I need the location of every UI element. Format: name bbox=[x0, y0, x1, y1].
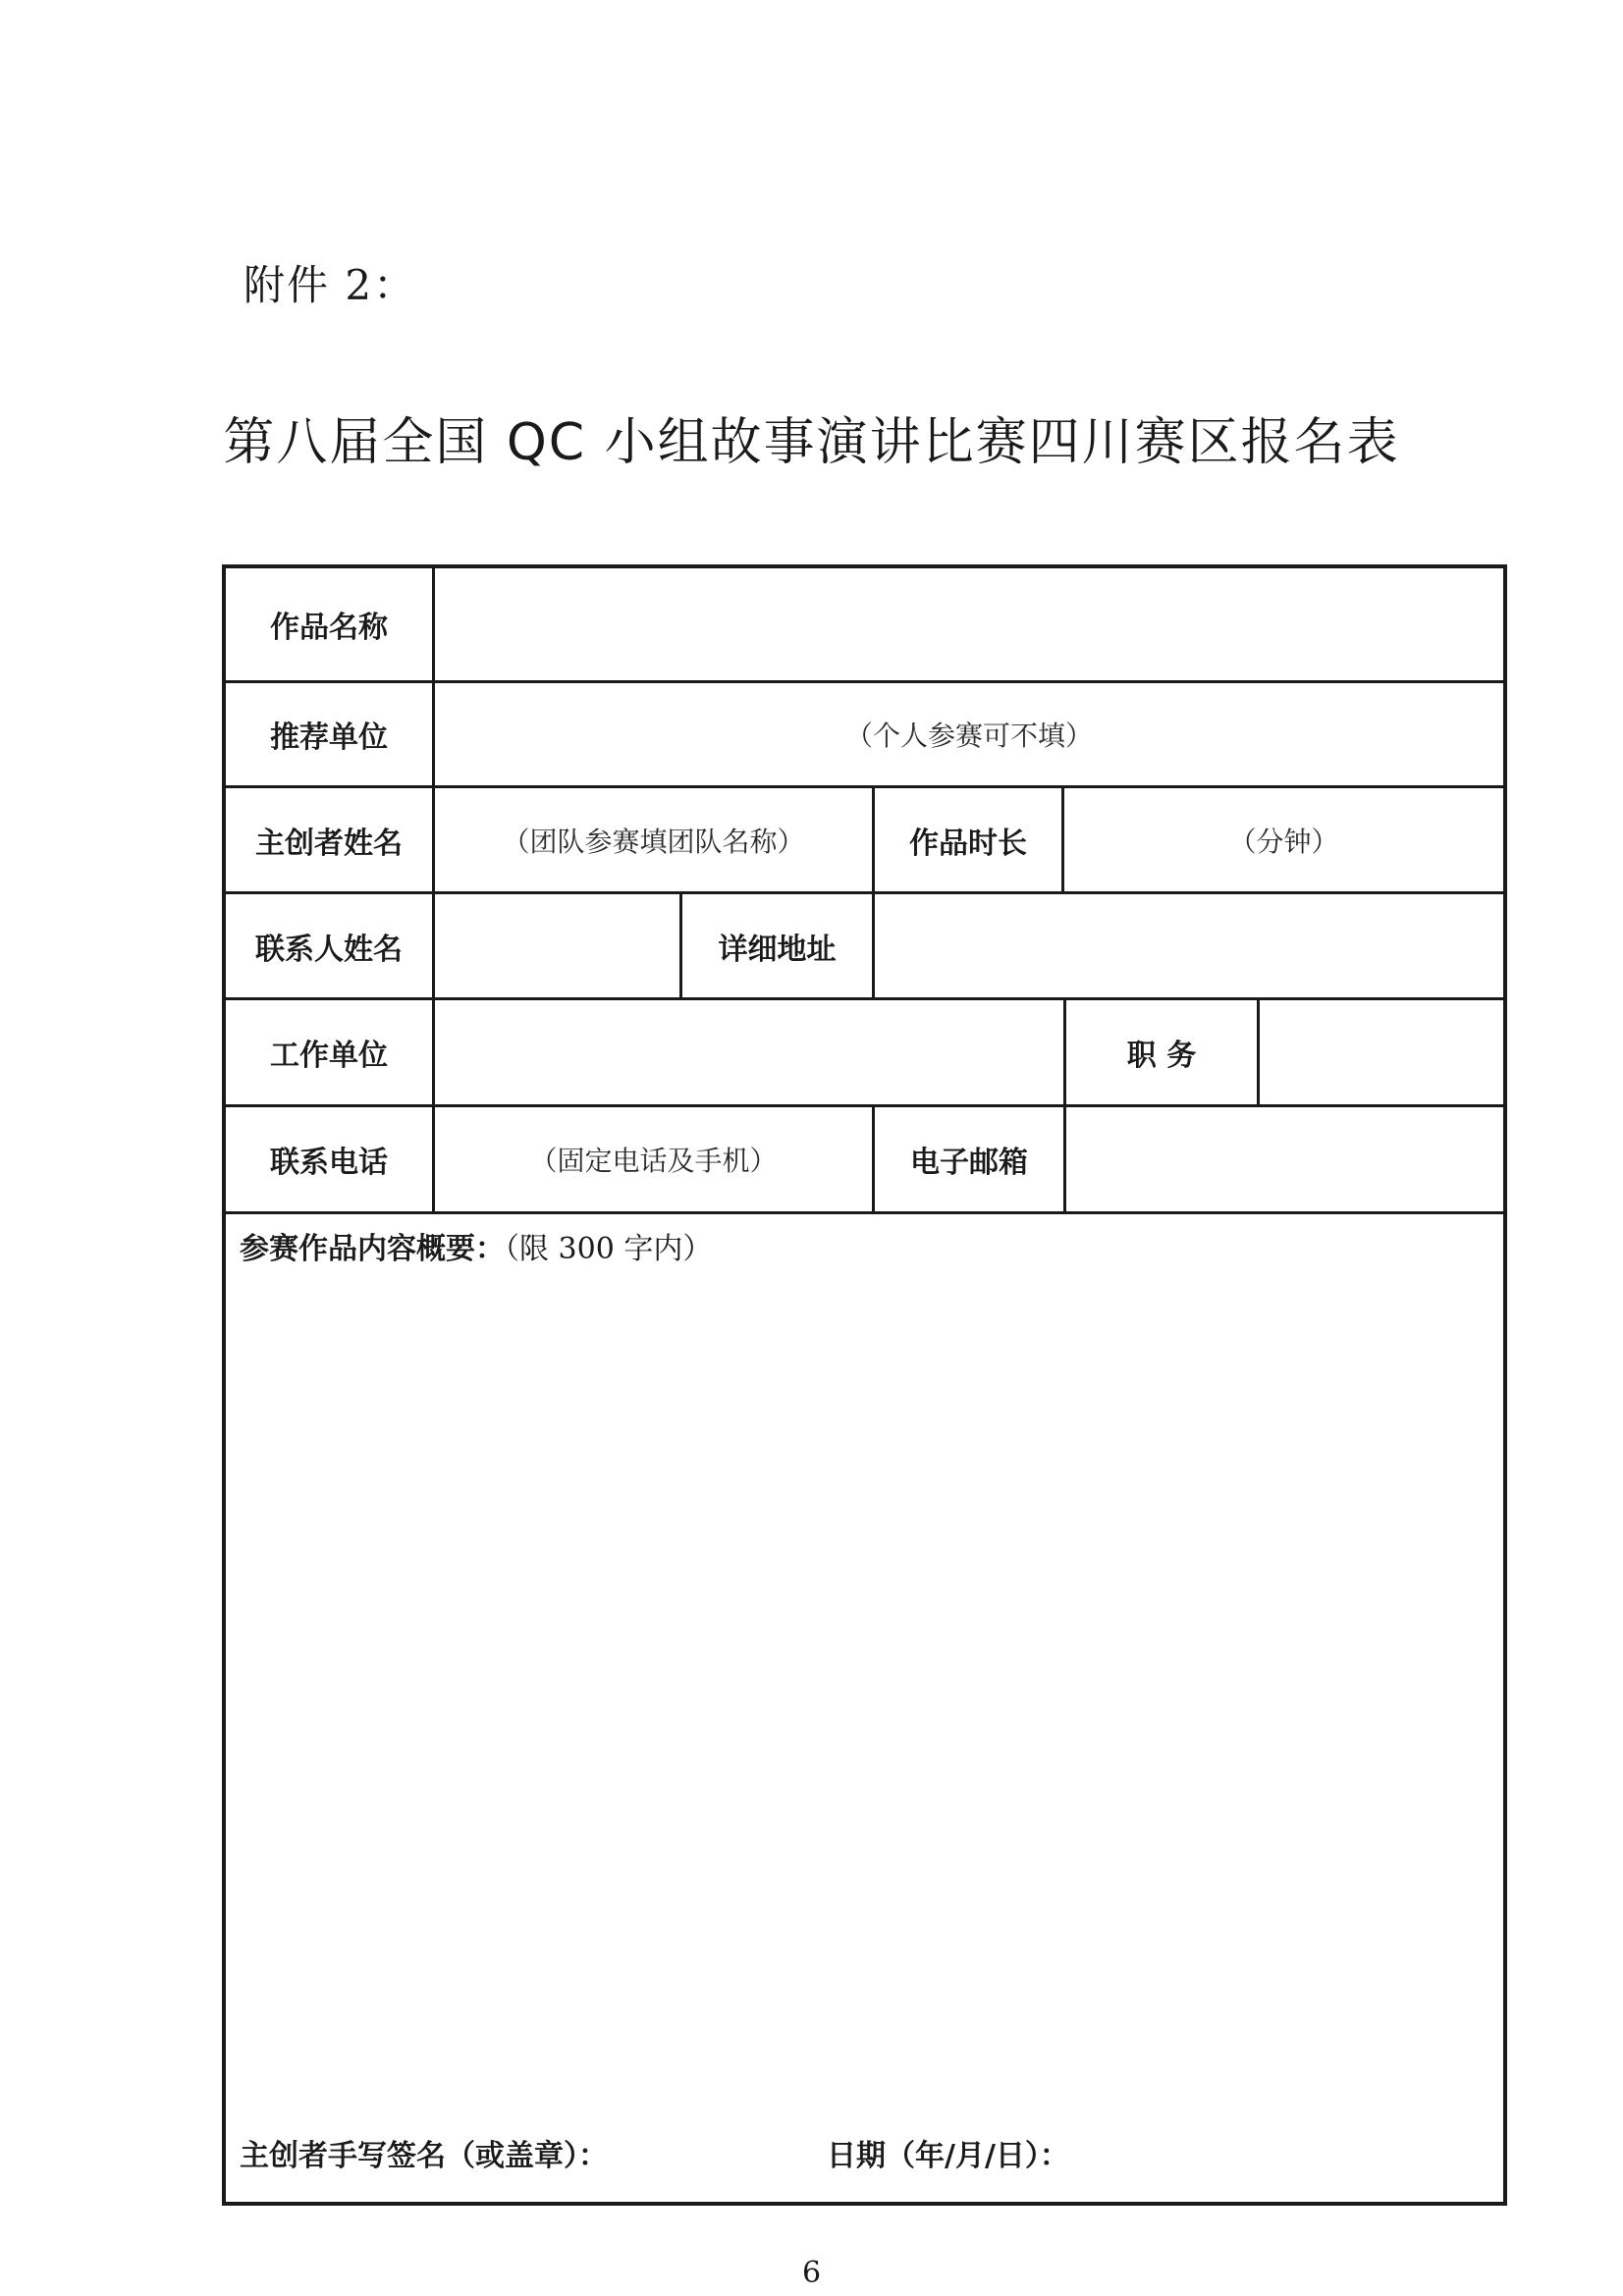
phone-field[interactable]: （固定电话及手机） bbox=[529, 1145, 778, 1177]
recommending-unit-field[interactable]: （个人参赛可不填） bbox=[844, 720, 1093, 752]
contact-name-field[interactable] bbox=[435, 894, 679, 997]
recommending-unit-label: 推荐单位 bbox=[270, 721, 388, 755]
email-field[interactable] bbox=[1066, 1107, 1503, 1211]
position-label: 职 务 bbox=[1126, 1039, 1197, 1073]
work-unit-field[interactable] bbox=[435, 1000, 1063, 1104]
registration-form bbox=[222, 564, 1507, 2206]
summary-label: 参赛作品内容概要： bbox=[240, 1232, 505, 1266]
creator-name-label: 主创者姓名 bbox=[255, 826, 403, 861]
work-unit-label: 工作单位 bbox=[270, 1039, 388, 1073]
signature-label: 主创者手写签名（或盖章）： bbox=[240, 2139, 608, 2173]
work-name-label: 作品名称 bbox=[270, 611, 388, 645]
contact-name-label: 联系人姓名 bbox=[255, 932, 403, 967]
position-field[interactable] bbox=[1260, 1000, 1503, 1104]
summary-heading bbox=[240, 1224, 712, 1267]
creator-name-field[interactable]: （团队参赛填团队名称） bbox=[502, 825, 805, 858]
page-number: 6 bbox=[801, 2256, 822, 2290]
summary-field[interactable] bbox=[226, 1267, 1503, 2111]
work-name-field[interactable] bbox=[435, 568, 1503, 680]
row-divider bbox=[226, 1211, 1503, 1214]
email-label: 电子邮箱 bbox=[910, 1146, 1028, 1180]
work-duration-label: 作品时长 bbox=[909, 826, 1027, 861]
work-duration-field[interactable]: （分钟） bbox=[1228, 825, 1339, 858]
summary-limit: （限 300 字内） bbox=[505, 1232, 713, 1266]
address-label: 详细地址 bbox=[718, 932, 837, 967]
phone-label: 联系电话 bbox=[270, 1146, 388, 1180]
form-title: 第八届全国 QC 小组故事演讲比赛四川赛区报名表 bbox=[223, 413, 1400, 472]
attachment-label: 附件 2： bbox=[243, 261, 417, 309]
address-field[interactable] bbox=[875, 894, 1503, 997]
date-label: 日期（年/月/日）： bbox=[827, 2139, 1069, 2173]
